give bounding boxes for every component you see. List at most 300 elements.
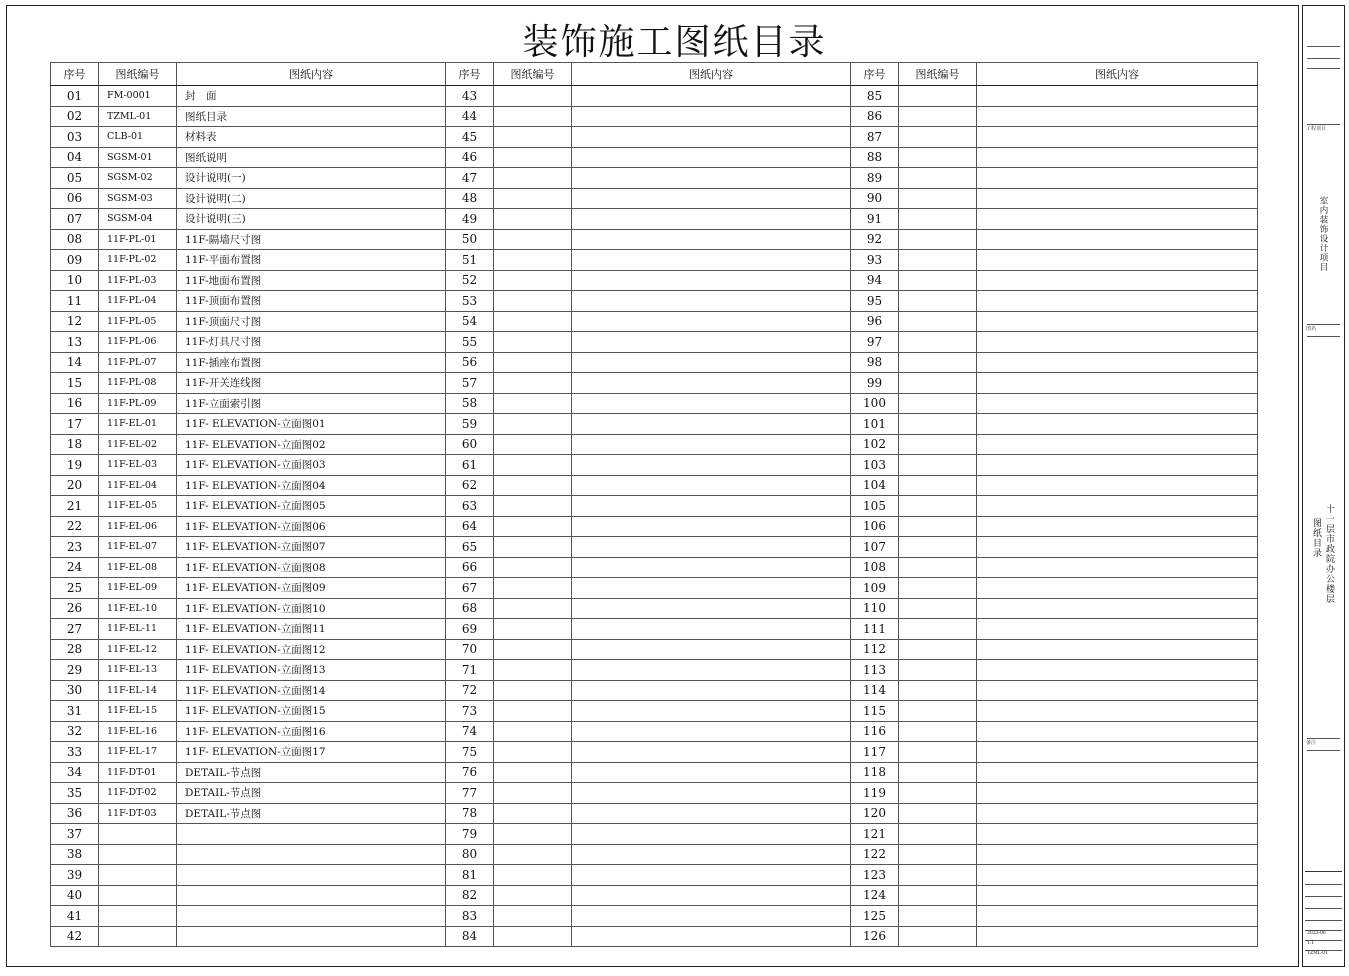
row-number: 109 (851, 578, 899, 599)
drawing-content (572, 680, 851, 701)
drawing-code: 11F-EL-05 (99, 496, 177, 517)
row-number: 05 (51, 168, 99, 189)
table-row (51, 742, 1258, 763)
row-number: 24 (51, 557, 99, 578)
row-number: 66 (446, 557, 494, 578)
row-number: 17 (51, 414, 99, 435)
drawing-code (494, 106, 572, 127)
table-row (51, 844, 1258, 865)
drawing-label: 图名 (1306, 326, 1317, 332)
row-number: 31 (51, 701, 99, 722)
drawing-code (899, 865, 977, 886)
table-row (51, 86, 1258, 107)
table-row (51, 352, 1258, 373)
row-number: 108 (851, 557, 899, 578)
drawing-content (572, 332, 851, 353)
drawing-content (977, 885, 1258, 906)
drawing-content: 材料表 (177, 127, 446, 148)
row-number: 25 (51, 578, 99, 599)
drawing-code (99, 844, 177, 865)
drawing-content (977, 824, 1258, 845)
drawing-content (572, 865, 851, 886)
drawing-code (99, 906, 177, 927)
row-number: 113 (851, 660, 899, 681)
row-number: 08 (51, 229, 99, 250)
drawing-content: 封 面 (177, 86, 446, 107)
drawing-content: 11F-开关连线图 (177, 373, 446, 394)
drawing-code: 11F-EL-13 (99, 660, 177, 681)
row-number: 35 (51, 783, 99, 804)
drawing-code (899, 783, 977, 804)
project-label: 工程项目 (1306, 126, 1327, 132)
drawing-content: 11F-灯具尺寸图 (177, 332, 446, 353)
drawing-code (899, 721, 977, 742)
drawing-title-line1: 十一层市政院办公楼层 (1324, 504, 1334, 604)
row-number: 41 (51, 906, 99, 927)
row-number: 44 (446, 106, 494, 127)
drawing-content (977, 393, 1258, 414)
table-row (51, 701, 1258, 722)
drawing-content (572, 414, 851, 435)
drawing-code: CLB-01 (99, 127, 177, 148)
row-number: 78 (446, 803, 494, 824)
row-number: 23 (51, 537, 99, 558)
row-number: 93 (851, 250, 899, 271)
row-number: 30 (51, 680, 99, 701)
project-name: 室内装饰设计项目 (1318, 196, 1328, 272)
row-number: 54 (446, 311, 494, 332)
drawing-code: 11F-PL-08 (99, 373, 177, 394)
drawing-code (899, 332, 977, 353)
drawing-code (899, 619, 977, 640)
row-number: 20 (51, 475, 99, 496)
drawing-content (572, 619, 851, 640)
row-number: 63 (446, 496, 494, 517)
drawing-content (572, 393, 851, 414)
row-number: 79 (446, 824, 494, 845)
drawing-code: 11F-PL-04 (99, 291, 177, 312)
drawing-content: DETAIL-节点图 (177, 783, 446, 804)
drawing-content (977, 250, 1258, 271)
row-number: 123 (851, 865, 899, 886)
drawing-code (99, 926, 177, 947)
row-number: 82 (446, 885, 494, 906)
row-number: 11 (51, 291, 99, 312)
row-number: 14 (51, 352, 99, 373)
drawing-code (494, 598, 572, 619)
row-number: 56 (446, 352, 494, 373)
drawing-code (494, 701, 572, 722)
drawing-number: TZML-01 (1305, 950, 1342, 956)
row-number: 83 (446, 906, 494, 927)
drawing-content (572, 906, 851, 927)
table-row (51, 373, 1258, 394)
drawing-content: 11F-隔墙尺寸图 (177, 229, 446, 250)
table-row (51, 393, 1258, 414)
table-row (51, 127, 1258, 148)
drawing-content: 图纸说明 (177, 147, 446, 168)
drawing-code: 11F-EL-16 (99, 721, 177, 742)
title-block-bottom (1305, 871, 1342, 964)
header-cell: 序号 (851, 63, 899, 86)
drawing-content (977, 414, 1258, 435)
row-number: 09 (51, 250, 99, 271)
drawing-content (977, 680, 1258, 701)
drawing-code (494, 434, 572, 455)
row-number: 110 (851, 598, 899, 619)
header-cell: 图纸内容 (572, 63, 851, 86)
table-row (51, 250, 1258, 271)
row-number: 101 (851, 414, 899, 435)
drawing-content (977, 578, 1258, 599)
table-row (51, 721, 1258, 742)
drawing-content: 11F-立面索引图 (177, 393, 446, 414)
table-row (51, 537, 1258, 558)
row-number: 47 (446, 168, 494, 189)
table-row (51, 926, 1258, 947)
drawing-code: 11F-PL-02 (99, 250, 177, 271)
drawing-content: 11F- ELEVATION-立面图02 (177, 434, 446, 455)
drawing-index-table (50, 62, 1258, 947)
table-row (51, 885, 1258, 906)
drawing-code (494, 291, 572, 312)
row-number: 69 (446, 619, 494, 640)
drawing-content: 11F-插座布置图 (177, 352, 446, 373)
row-number: 43 (446, 86, 494, 107)
drawing-content (977, 598, 1258, 619)
header-cell: 图纸内容 (977, 63, 1258, 86)
header-cell: 图纸内容 (177, 63, 446, 86)
drawing-content: 设计说明(二) (177, 188, 446, 209)
drawing-content (977, 332, 1258, 353)
drawing-content (572, 311, 851, 332)
row-number: 97 (851, 332, 899, 353)
drawing-code (494, 373, 572, 394)
drawing-code: 11F-DT-01 (99, 762, 177, 783)
table-row (51, 680, 1258, 701)
drawing-code: 11F-EL-17 (99, 742, 177, 763)
drawing-content (572, 250, 851, 271)
row-number: 03 (51, 127, 99, 148)
drawing-code (899, 373, 977, 394)
drawing-content (572, 926, 851, 947)
table-row (51, 598, 1258, 619)
drawing-code (494, 680, 572, 701)
drawing-content (572, 127, 851, 148)
drawing-content (572, 496, 851, 517)
drawing-code (899, 106, 977, 127)
row-number: 52 (446, 270, 494, 291)
drawing-content (572, 434, 851, 455)
row-number: 98 (851, 352, 899, 373)
table-row (51, 762, 1258, 783)
scale-value: 1:1 (1305, 940, 1342, 946)
table-row (51, 619, 1258, 640)
table-row (51, 106, 1258, 127)
row-number: 45 (446, 127, 494, 148)
row-number: 68 (446, 598, 494, 619)
row-number: 89 (851, 168, 899, 189)
drawing-code (899, 455, 977, 476)
drawing-content: DETAIL-节点图 (177, 762, 446, 783)
drawing-content: 11F- ELEVATION-立面图16 (177, 721, 446, 742)
drawing-content (977, 906, 1258, 927)
drawing-code (899, 742, 977, 763)
row-number: 48 (446, 188, 494, 209)
drawing-code (494, 742, 572, 763)
row-number: 55 (446, 332, 494, 353)
drawing-code (899, 537, 977, 558)
drawing-code (899, 188, 977, 209)
row-number: 125 (851, 906, 899, 927)
drawing-content: 11F- ELEVATION-立面图13 (177, 660, 446, 681)
row-number: 36 (51, 803, 99, 824)
drawing-content: 11F- ELEVATION-立面图15 (177, 701, 446, 722)
table-header-row (51, 63, 1258, 86)
row-number: 72 (446, 680, 494, 701)
drawing-code: 11F-EL-14 (99, 680, 177, 701)
drawing-code: 11F-EL-11 (99, 619, 177, 640)
row-number: 29 (51, 660, 99, 681)
drawing-content: 11F-地面布置图 (177, 270, 446, 291)
header-cell: 图纸编号 (99, 63, 177, 86)
drawing-code: 11F-EL-15 (99, 701, 177, 722)
drawing-code (494, 229, 572, 250)
row-number: 70 (446, 639, 494, 660)
drawing-code (494, 885, 572, 906)
drawing-code (899, 434, 977, 455)
drawing-code (494, 619, 572, 640)
table-row (51, 496, 1258, 517)
drawing-content (977, 803, 1258, 824)
drawing-content (977, 147, 1258, 168)
drawing-content (977, 373, 1258, 394)
row-number: 67 (446, 578, 494, 599)
drawing-code (494, 127, 572, 148)
row-number: 42 (51, 926, 99, 947)
drawing-content: DETAIL-节点图 (177, 803, 446, 824)
table-row (51, 803, 1258, 824)
row-number: 71 (446, 660, 494, 681)
table-row (51, 332, 1258, 353)
drawing-code (899, 352, 977, 373)
drawing-content (177, 824, 446, 845)
row-number: 06 (51, 188, 99, 209)
row-number: 58 (446, 393, 494, 414)
drawing-code (899, 516, 977, 537)
drawing-content (572, 270, 851, 291)
drawing-content (977, 188, 1258, 209)
drawing-content (572, 291, 851, 312)
row-number: 59 (446, 414, 494, 435)
row-number: 81 (446, 865, 494, 886)
drawing-content (572, 516, 851, 537)
drawing-content (572, 229, 851, 250)
drawing-code (899, 762, 977, 783)
row-number: 01 (51, 86, 99, 107)
drawing-content (977, 106, 1258, 127)
drawing-code (494, 906, 572, 927)
drawing-code (494, 721, 572, 742)
drawing-code (899, 393, 977, 414)
row-number: 120 (851, 803, 899, 824)
drawing-code (494, 537, 572, 558)
drawing-code (899, 475, 977, 496)
drawing-code: 11F-EL-07 (99, 537, 177, 558)
drawing-code: 11F-PL-06 (99, 332, 177, 353)
drawing-code (899, 291, 977, 312)
table-row (51, 865, 1258, 886)
drawing-content (572, 844, 851, 865)
row-number: 96 (851, 311, 899, 332)
drawing-content: 11F- ELEVATION-立面图17 (177, 742, 446, 763)
drawing-content (977, 783, 1258, 804)
drawing-content (977, 86, 1258, 107)
drawing-code (494, 311, 572, 332)
drawing-content (977, 229, 1258, 250)
row-number: 21 (51, 496, 99, 517)
row-number: 107 (851, 537, 899, 558)
drawing-code (494, 844, 572, 865)
title-block-sidebar (1302, 5, 1345, 967)
row-number: 02 (51, 106, 99, 127)
row-number: 32 (51, 721, 99, 742)
drawing-content (572, 742, 851, 763)
drawing-code: SGSM-01 (99, 147, 177, 168)
row-number: 95 (851, 291, 899, 312)
drawing-code (899, 639, 977, 660)
drawing-code (899, 906, 977, 927)
drawing-code (494, 762, 572, 783)
drawing-code (899, 311, 977, 332)
drawing-content (572, 721, 851, 742)
drawing-code (494, 557, 572, 578)
row-number: 100 (851, 393, 899, 414)
row-number: 122 (851, 844, 899, 865)
header-cell: 图纸编号 (494, 63, 572, 86)
row-number: 74 (446, 721, 494, 742)
drawing-content (177, 926, 446, 947)
row-number: 64 (446, 516, 494, 537)
table-row (51, 434, 1258, 455)
drawing-content (572, 660, 851, 681)
drawing-content (977, 455, 1258, 476)
drawing-content (977, 865, 1258, 886)
row-number: 102 (851, 434, 899, 455)
drawing-code (494, 803, 572, 824)
row-number: 114 (851, 680, 899, 701)
row-number: 87 (851, 127, 899, 148)
drawing-code (494, 188, 572, 209)
drawing-code (899, 414, 977, 435)
row-number: 33 (51, 742, 99, 763)
drawing-content (977, 926, 1258, 947)
drawing-title-line2: 图纸目录 (1311, 518, 1321, 558)
drawing-content: 设计说明(一) (177, 168, 446, 189)
drawing-content: 11F- ELEVATION-立面图10 (177, 598, 446, 619)
drawing-code: FM-0001 (99, 86, 177, 107)
drawing-code (899, 844, 977, 865)
table-row (51, 229, 1258, 250)
drawing-content (572, 701, 851, 722)
table-row (51, 291, 1258, 312)
row-number: 16 (51, 393, 99, 414)
drawing-content: 图纸目录 (177, 106, 446, 127)
drawing-code: 11F-EL-02 (99, 434, 177, 455)
drawing-code: 11F-EL-10 (99, 598, 177, 619)
drawing-code (899, 803, 977, 824)
drawing-content: 11F- ELEVATION-立面图11 (177, 619, 446, 640)
row-number: 26 (51, 598, 99, 619)
drawing-code (494, 660, 572, 681)
drawing-content (572, 557, 851, 578)
row-number: 57 (446, 373, 494, 394)
row-number: 91 (851, 209, 899, 230)
drawing-content (977, 209, 1258, 230)
table-row (51, 188, 1258, 209)
drawing-content (977, 434, 1258, 455)
drawing-code (494, 639, 572, 660)
drawing-content (572, 598, 851, 619)
drawing-code (899, 701, 977, 722)
drawing-code (899, 824, 977, 845)
table-row (51, 824, 1258, 845)
row-number: 92 (851, 229, 899, 250)
row-number: 39 (51, 865, 99, 886)
table-row (51, 639, 1258, 660)
row-number: 75 (446, 742, 494, 763)
drawing-content: 11F- ELEVATION-立面图01 (177, 414, 446, 435)
drawing-content (977, 844, 1258, 865)
row-number: 118 (851, 762, 899, 783)
drawing-code (494, 783, 572, 804)
drawing-content (572, 86, 851, 107)
drawing-content (572, 373, 851, 394)
row-number: 65 (446, 537, 494, 558)
row-number: 18 (51, 434, 99, 455)
drawing-code (899, 557, 977, 578)
drawing-content: 11F- ELEVATION-立面图04 (177, 475, 446, 496)
drawing-content (177, 885, 446, 906)
drawing-content (977, 639, 1258, 660)
row-number: 13 (51, 332, 99, 353)
row-number: 90 (851, 188, 899, 209)
drawing-content (177, 906, 446, 927)
row-number: 19 (51, 455, 99, 476)
drawing-code (494, 250, 572, 271)
row-number: 99 (851, 373, 899, 394)
drawing-content: 设计说明(三) (177, 209, 446, 230)
row-number: 111 (851, 619, 899, 640)
row-number: 51 (446, 250, 494, 271)
drawing-content (977, 475, 1258, 496)
drawing-code: 11F-DT-02 (99, 783, 177, 804)
header-cell: 序号 (446, 63, 494, 86)
row-number: 07 (51, 209, 99, 230)
page-title: 装饰施工图纸目录 (522, 22, 827, 63)
row-number: 12 (51, 311, 99, 332)
drawing-code: SGSM-02 (99, 168, 177, 189)
row-number: 62 (446, 475, 494, 496)
drawing-code (494, 332, 572, 353)
drawing-content (572, 885, 851, 906)
row-number: 104 (851, 475, 899, 496)
drawing-code (494, 475, 572, 496)
row-number: 77 (446, 783, 494, 804)
row-number: 61 (446, 455, 494, 476)
drawing-code (494, 926, 572, 947)
row-number: 46 (446, 147, 494, 168)
